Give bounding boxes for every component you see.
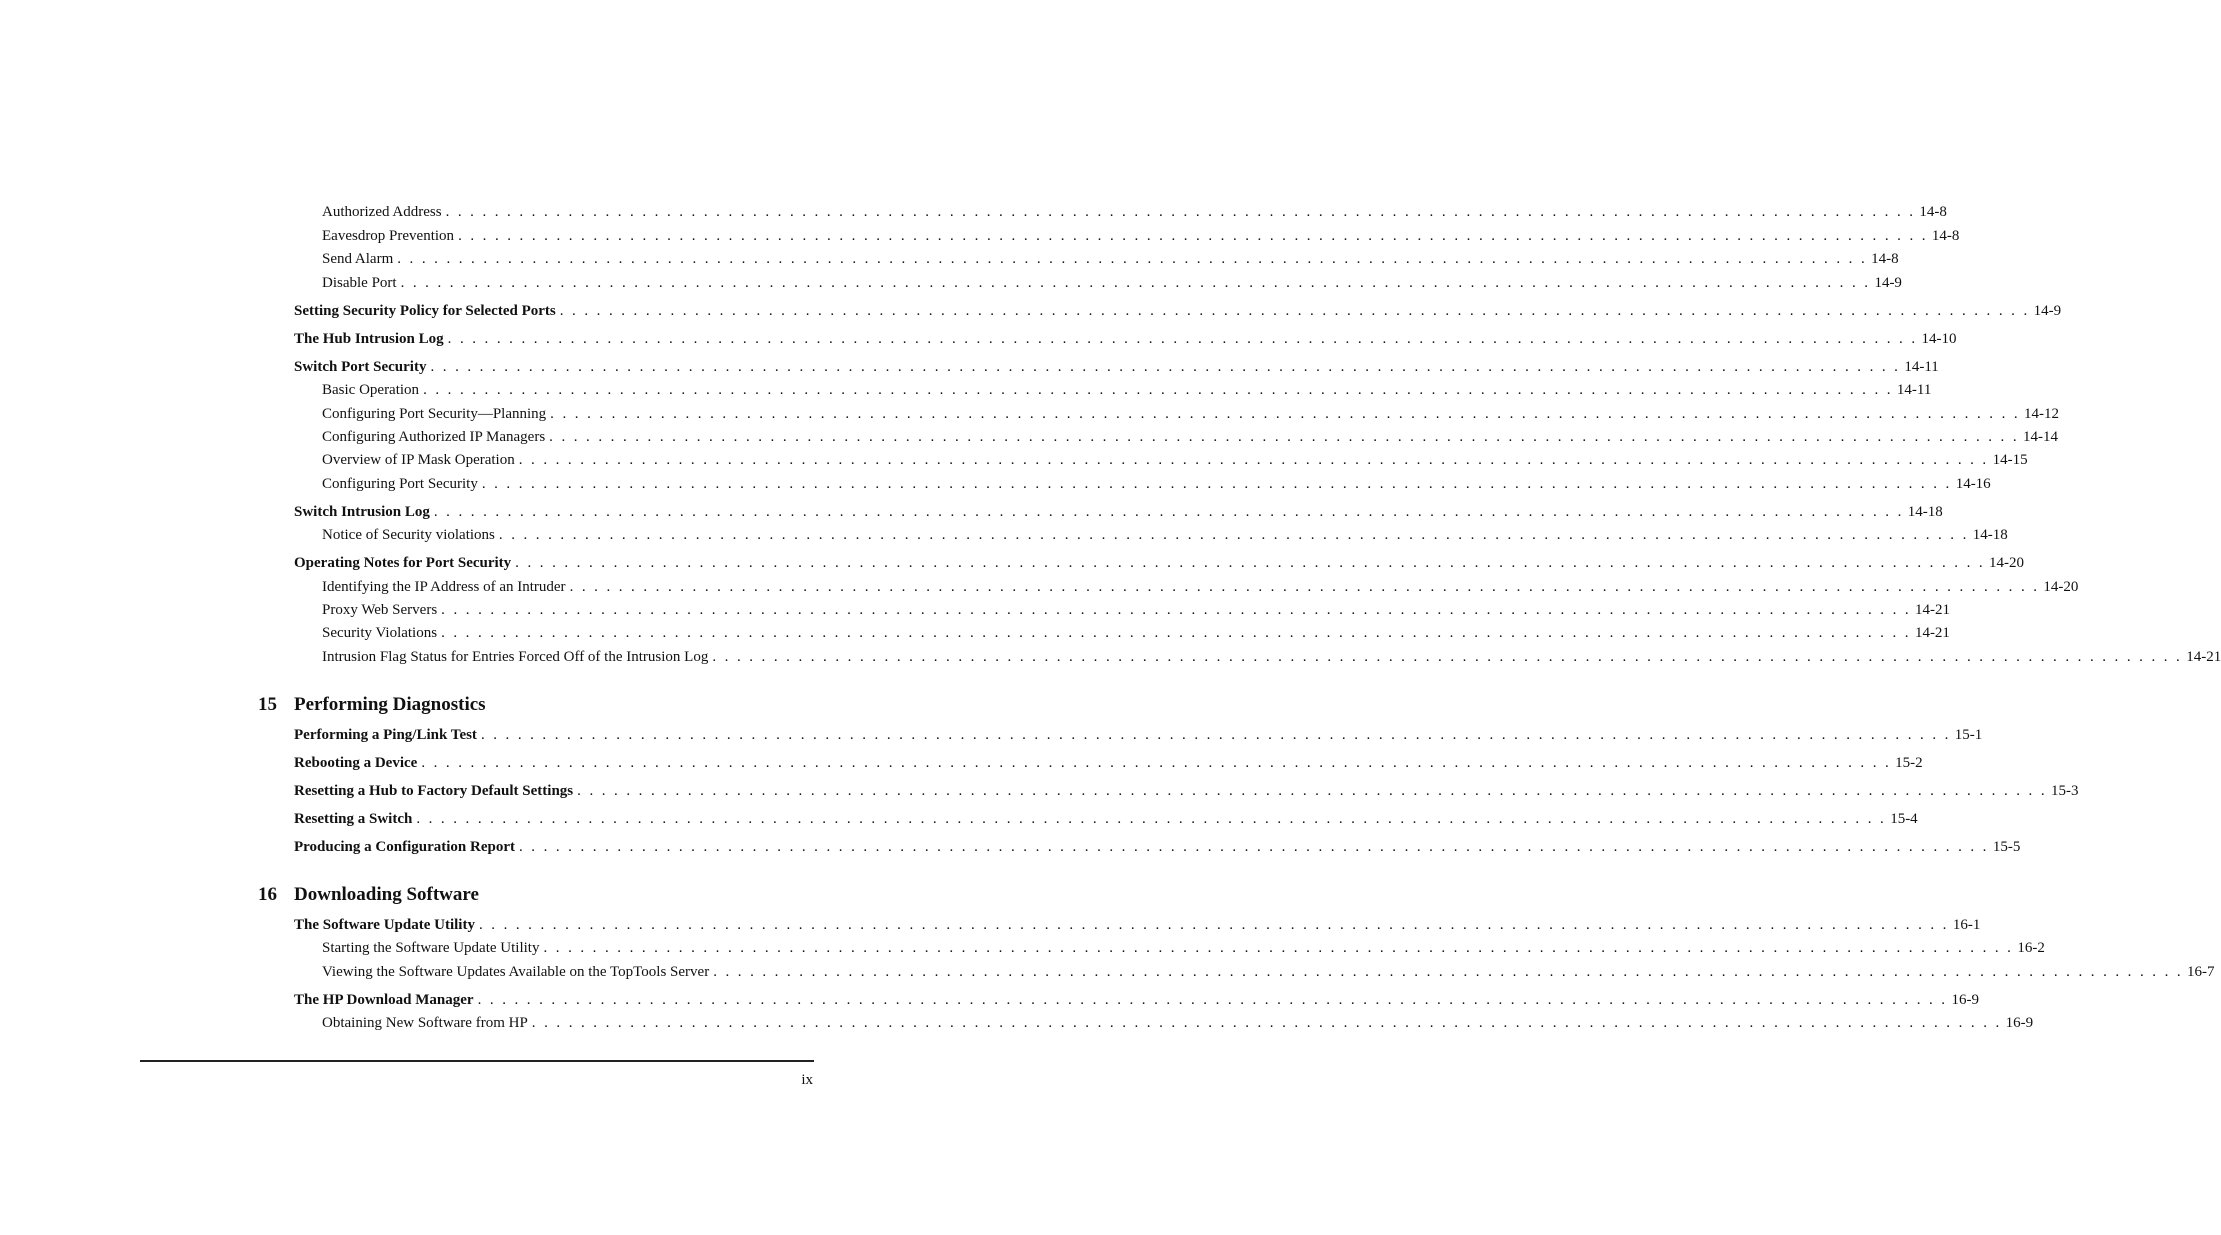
toc-entry-page: 16-9 bbox=[2005, 1015, 2034, 1031]
dot-leader: . . . . . . . . . . . . . . . . . . . . . . . . . . . . . . . . . . . . . . . . . . . . . . . . . . . . . . . . . . . . . . . . . . . . . . . . . . . . . . . . . . . . . . . . . . . . . . . . . . . . . . . . . . . . . . . . . . . . . . . . bbox=[713, 964, 2184, 980]
toc-entry-page: 15-5 bbox=[1992, 839, 2021, 855]
dot-leader: . . . . . . . . . . . . . . . . . . . . . . . . . . . . . . . . . . . . . . . . . . . . . . . . . . . . . . . . . . . . . . . . . . . . . . . . . . . . . . . . . . . . . . . . . . . . . . . . . . . . . . . . . . . . . . . . . . . . . . . . bbox=[441, 602, 1912, 618]
toc-entry-label: Switch Port Security bbox=[294, 359, 427, 375]
chapter-number: 16 bbox=[258, 884, 277, 905]
toc-entry-page: 14-16 bbox=[1955, 476, 1991, 492]
toc-entry-label: Viewing the Software Updates Available on the TopTools Server bbox=[322, 964, 710, 980]
toc-section-entry[interactable] bbox=[294, 330, 1957, 348]
toc-subsection-entry[interactable] bbox=[322, 428, 2059, 446]
chapter-number: 15 bbox=[258, 694, 277, 715]
dot-leader: . . . . . . . . . . . . . . . . . . . . . . . . . . . . . . . . . . . . . . . . . . . . . . . . . . . . . . . . . . . . . . . . . . . . . . . . . . . . . . . . . . . . . . . . . . . . . . . . . . . . . . . . . . . . . . . . . . . . . . . . bbox=[518, 839, 1989, 855]
dot-leader: . . . . . . . . . . . . . . . . . . . . . . . . . . . . . . . . . . . . . . . . . . . . . . . . . . . . . . . . . . . . . . . . . . . . . . . . . . . . . . . . . . . . . . . . . . . . . . . . . . . . . . . . . . . . . . . . . . . . . . . . bbox=[498, 527, 1969, 543]
toc-entry-page: 14-9 bbox=[1874, 275, 1902, 291]
toc-entry-label: Obtaining New Software from HP bbox=[322, 1015, 528, 1031]
toc-section-entry[interactable] bbox=[294, 991, 1979, 1009]
toc-subsection-entry[interactable] bbox=[322, 381, 1932, 399]
toc-subsection-entry[interactable] bbox=[322, 405, 2060, 423]
toc-entry-label: Configuring Port Security bbox=[322, 476, 478, 492]
toc-entry-label: Configuring Authorized IP Managers bbox=[322, 429, 546, 445]
toc-subsection-entry[interactable] bbox=[322, 274, 1902, 292]
toc-subsection-entry[interactable] bbox=[322, 475, 1991, 493]
dot-leader: . . . . . . . . . . . . . . . . . . . . . . . . . . . . . . . . . . . . . . . . . . . . . . . . . . . . . . . . . . . . . . . . . . . . . . . . . . . . . . . . . . . . . . . . . . . . . . . . . . . . . . . . . . . . . . . . . . . . . . . . bbox=[515, 555, 1986, 571]
toc-section-entry[interactable] bbox=[294, 810, 1918, 828]
toc-entry-page: 14-11 bbox=[1896, 382, 1932, 398]
dot-leader: . . . . . . . . . . . . . . . . . . . . . . . . . . . . . . . . . . . . . . . . . . . . . . . . . . . . . . . . . . . . . . . . . . . . . . . . . . . . . . . . . . . . . . . . . . . . . . . . . . . . . . . . . . . . . . . . . . . . . . . . bbox=[481, 476, 1952, 492]
dot-leader: . . . . . . . . . . . . . . . . . . . . . . . . . . . . . . . . . . . . . . . . . . . . . . . . . . . . . . . . . . . . . . . . . . . . . . . . . . . . . . . . . . . . . . . . . . . . . . . . . . . . . . . . . . . . . . . . . . . . . . . . bbox=[480, 727, 1951, 743]
toc-entry-label: Rebooting a Device bbox=[294, 755, 418, 771]
dot-leader: . . . . . . . . . . . . . . . . . . . . . . . . . . . . . . . . . . . . . . . . . . . . . . . . . . . . . . . . . . . . . . . . . . . . . . . . . . . . . . . . . . . . . . . . . . . . . . . . . . . . . . . . . . . . . . . . . . . . . . . . bbox=[441, 625, 1911, 641]
toc-entry-label: Resetting a Hub to Factory Default Settings bbox=[294, 783, 574, 799]
dot-leader: . . . . . . . . . . . . . . . . . . . . . . . . . . . . . . . . . . . . . . . . . . . . . . . . . . . . . . . . . . . . . . . . . . . . . . . . . . . . . . . . . . . . . . . . . . . . . . . . . . . . . . . . . . . . . . . . . . . . . . . . bbox=[445, 204, 1916, 220]
dot-leader: . . . . . . . . . . . . . . . . . . . . . . . . . . . . . . . . . . . . . . . . . . . . . . . . . . . . . . . . . . . . . . . . . . . . . . . . . . . . . . . . . . . . . . . . . . . . . . . . . . . . . . . . . . . . . . . . . . . . . . . . bbox=[569, 579, 2040, 595]
dot-leader: . . . . . . . . . . . . . . . . . . . . . . . . . . . . . . . . . . . . . . . . . . . . . . . . . . . . . . . . . . . . . . . . . . . . . . . . . . . . . . . . . . . . . . . . . . . . . . . . . . . . . . . . . . . . . . . . . . . . . . . . bbox=[458, 228, 1928, 244]
chapter-title: Performing Diagnostics bbox=[294, 694, 486, 715]
dot-leader: . . . . . . . . . . . . . . . . . . . . . . . . . . . . . . . . . . . . . . . . . . . . . . . . . . . . . . . . . . . . . . . . . . . . . . . . . . . . . . . . . . . . . . . . . . . . . . . . . . . . . . . . . . . . . . . . . . . . . . . . bbox=[423, 382, 1893, 398]
toc-entry-page: 14-21 bbox=[1915, 602, 1951, 618]
toc-entry-label: Switch Intrusion Log bbox=[294, 504, 430, 520]
toc-subsection-entry[interactable] bbox=[322, 601, 1951, 619]
dot-leader: . . . . . . . . . . . . . . . . . . . . . . . . . . . . . . . . . . . . . . . . . . . . . . . . . . . . . . . . . . . . . . . . . . . . . . . . . . . . . . . . . . . . . . . . . . . . . . . . . . . . . . . . . . . . . . . . . . . . . . . . bbox=[577, 783, 2047, 799]
toc-subsection-entry[interactable] bbox=[322, 203, 1947, 221]
toc-subsection-entry[interactable] bbox=[322, 939, 2045, 957]
toc-entry-page: 14-20 bbox=[2043, 579, 2079, 595]
toc-section-entry[interactable] bbox=[294, 916, 1981, 934]
toc-entry-page: 16-1 bbox=[1952, 917, 1981, 933]
dot-leader: . . . . . . . . . . . . . . . . . . . . . . . . . . . . . . . . . . . . . . . . . . . . . . . . . . . . . . . . . . . . . . . . . . . . . . . . . . . . . . . . . . . . . . . . . . . . . . . . . . . . . . . . . . . . . . . . . . . . . . . . bbox=[518, 452, 1989, 468]
dot-leader: . . . . . . . . . . . . . . . . . . . . . . . . . . . . . . . . . . . . . . . . . . . . . . . . . . . . . . . . . . . . . . . . . . . . . . . . . . . . . . . . . . . . . . . . . . . . . . . . . . . . . . . . . . . . . . . . . . . . . . . . bbox=[559, 303, 2030, 319]
toc-entry-label: The HP Download Manager bbox=[294, 992, 474, 1008]
toc-entry-label: Resetting a Switch bbox=[294, 811, 413, 827]
dot-leader: . . . . . . . . . . . . . . . . . . . . . . . . . . . . . . . . . . . . . . . . . . . . . . . . . . . . . . . . . . . . . . . . . . . . . . . . . . . . . . . . . . . . . . . . . . . . . . . . . . . . . . . . . . . . . . . . . . . . . . . . bbox=[421, 755, 1892, 771]
toc-section-entry[interactable] bbox=[294, 726, 1983, 744]
toc-entry-label: Operating Notes for Port Security bbox=[294, 555, 512, 571]
toc-entry-page: 14-21 bbox=[2186, 649, 2221, 665]
dot-leader: . . . . . . . . . . . . . . . . . . . . . . . . . . . . . . . . . . . . . . . . . . . . . . . . . . . . . . . . . . . . . . . . . . . . . . . . . . . . . . . . . . . . . . . . . . . . . . . . . . . . . . . . . . . . . . . . . . . . . . . . bbox=[433, 504, 1904, 520]
toc-entry-label: Performing a Ping/Link Test bbox=[294, 727, 477, 743]
dot-leader: . . . . . . . . . . . . . . . . . . . . . . . . . . . . . . . . . . . . . . . . . . . . . . . . . . . . . . . . . . . . . . . . . . . . . . . . . . . . . . . . . . . . . . . . . . . . . . . . . . . . . . . . . . . . . . . . . . . . . . . . bbox=[400, 275, 1871, 291]
toc-entry-page: 16-2 bbox=[2017, 940, 2045, 956]
toc-entry-label: Starting the Software Update Utility bbox=[322, 940, 540, 956]
toc-entry-label: Proxy Web Servers bbox=[322, 602, 438, 618]
dot-leader: . . . . . . . . . . . . . . . . . . . . . . . . . . . . . . . . . . . . . . . . . . . . . . . . . . . . . . . . . . . . . . . . . . . . . . . . . . . . . . . . . . . . . . . . . . . . . . . . . . . . . . . . . . . . . . . . . . . . . . . . bbox=[397, 251, 1868, 267]
toc-section-entry[interactable] bbox=[294, 838, 2021, 856]
dot-leader: . . . . . . . . . . . . . . . . . . . . . . . . . . . . . . . . . . . . . . . . . . . . . . . . . . . . . . . . . . . . . . . . . . . . . . . . . . . . . . . . . . . . . . . . . . . . . . . . . . . . . . . . . . . . . . . . . . . . . . . . bbox=[416, 811, 1887, 827]
dot-leader: . . . . . . . . . . . . . . . . . . . . . . . . . . . . . . . . . . . . . . . . . . . . . . . . . . . . . . . . . . . . . . . . . . . . . . . . . . . . . . . . . . . . . . . . . . . . . . . . . . . . . . . . . . . . . . . . . . . . . . . . bbox=[549, 429, 2020, 445]
dot-leader: . . . . . . . . . . . . . . . . . . . . . . . . . . . . . . . . . . . . . . . . . . . . . . . . . . . . . . . . . . . . . . . . . . . . . . . . . . . . . . . . . . . . . . . . . . . . . . . . . . . . . . . . . . . . . . . . . . . . . . . . bbox=[478, 917, 1949, 933]
toc-entry-label: Intrusion Flag Status for Entries Forced Off of the Intrusion Log bbox=[322, 649, 709, 665]
dot-leader: . . . . . . . . . . . . . . . . . . . . . . . . . . . . . . . . . . . . . . . . . . . . . . . . . . . . . . . . . . . . . . . . . . . . . . . . . . . . . . . . . . . . . . . . . . . . . . . . . . . . . . . . . . . . . . . . . . . . . . . . bbox=[550, 406, 2021, 422]
toc-section-entry[interactable] bbox=[294, 782, 2079, 800]
toc-subsection-entry[interactable] bbox=[322, 963, 2215, 981]
toc-entry-label: Disable Port bbox=[322, 275, 397, 291]
toc-entry-label: Setting Security Policy for Selected Ports bbox=[294, 303, 556, 319]
toc-entry-page: 16-9 bbox=[1951, 992, 1979, 1008]
chapter-heading[interactable] bbox=[258, 694, 486, 716]
toc-section-entry[interactable] bbox=[294, 754, 1923, 772]
toc-entry-label: The Hub Intrusion Log bbox=[294, 331, 444, 347]
dot-leader: . . . . . . . . . . . . . . . . . . . . . . . . . . . . . . . . . . . . . . . . . . . . . . . . . . . . . . . . . . . . . . . . . . . . . . . . . . . . . . . . . . . . . . . . . . . . . . . . . . . . . . . . . . . . . . . . . . . . . . . . bbox=[712, 649, 2183, 665]
toc-entry-page: 14-20 bbox=[1989, 555, 2025, 571]
toc-entry-page: 15-1 bbox=[1954, 727, 1983, 743]
toc-subsection-entry[interactable] bbox=[322, 648, 2221, 666]
toc-entry-label: Eavesdrop Prevention bbox=[322, 228, 455, 244]
toc-section-entry[interactable] bbox=[294, 554, 2025, 572]
page-number: ix bbox=[801, 1072, 813, 1088]
toc-entry-page: 15-4 bbox=[1890, 811, 1918, 827]
toc-entry-page: 14-9 bbox=[2033, 303, 2062, 319]
toc-subsection-entry[interactable] bbox=[322, 1014, 2034, 1032]
toc-entry-label: The Software Update Utility bbox=[294, 917, 475, 933]
dot-leader: . . . . . . . . . . . . . . . . . . . . . . . . . . . . . . . . . . . . . . . . . . . . . . . . . . . . . . . . . . . . . . . . . . . . . . . . . . . . . . . . . . . . . . . . . . . . . . . . . . . . . . . . . . . . . . . . . . . . . . . . bbox=[543, 940, 2014, 956]
dot-leader: . . . . . . . . . . . . . . . . . . . . . . . . . . . . . . . . . . . . . . . . . . . . . . . . . . . . . . . . . . . . . . . . . . . . . . . . . . . . . . . . . . . . . . . . . . . . . . . . . . . . . . . . . . . . . . . . . . . . . . . . bbox=[477, 992, 1948, 1008]
footer-rule bbox=[140, 1060, 814, 1062]
toc-entry-label: Authorized Address bbox=[322, 204, 442, 220]
toc-entry-label: Send Alarm bbox=[322, 251, 394, 267]
toc-entry-page: 14-14 bbox=[2023, 429, 2059, 445]
toc-entry-page: 14-8 bbox=[1931, 228, 1960, 244]
toc-entry-page: 15-3 bbox=[2051, 783, 2079, 799]
toc-entry-label: Configuring Port Security—Planning bbox=[322, 406, 547, 422]
toc-entry-label: Security Violations bbox=[322, 625, 438, 641]
toc-entry-label: Overview of IP Mask Operation bbox=[322, 452, 515, 468]
toc-section-entry[interactable] bbox=[294, 358, 1939, 376]
toc-entry-page: 14-18 bbox=[1972, 527, 2008, 543]
dot-leader: . . . . . . . . . . . . . . . . . . . . . . . . . . . . . . . . . . . . . . . . . . . . . . . . . . . . . . . . . . . . . . . . . . . . . . . . . . . . . . . . . . . . . . . . . . . . . . . . . . . . . . . . . . . . . . . . . . . . . . . . bbox=[531, 1015, 2002, 1031]
toc-entry-page: 14-12 bbox=[2024, 406, 2060, 422]
toc-subsection-entry[interactable] bbox=[322, 451, 2028, 469]
toc-entry-page: 14-15 bbox=[1992, 452, 2028, 468]
toc-entry-label: Basic Operation bbox=[322, 382, 420, 398]
toc-entry-page: 14-8 bbox=[1919, 204, 1947, 220]
toc-subsection-entry[interactable] bbox=[322, 250, 1899, 268]
toc-section-entry[interactable] bbox=[294, 302, 2062, 320]
toc-entry-label: Identifying the IP Address of an Intruder bbox=[322, 579, 566, 595]
toc-entry-label: Producing a Configuration Report bbox=[294, 839, 515, 855]
toc-subsection-entry[interactable] bbox=[322, 526, 2008, 544]
dot-leader: . . . . . . . . . . . . . . . . . . . . . . . . . . . . . . . . . . . . . . . . . . . . . . . . . . . . . . . . . . . . . . . . . . . . . . . . . . . . . . . . . . . . . . . . . . . . . . . . . . . . . . . . . . . . . . . . . . . . . . . . bbox=[430, 359, 1901, 375]
toc-entry-page: 14-11 bbox=[1904, 359, 1939, 375]
toc-entry-page: 14-10 bbox=[1921, 331, 1957, 347]
toc-entry-page: 15-2 bbox=[1895, 755, 1923, 771]
toc-entry-page: 14-8 bbox=[1871, 251, 1899, 267]
toc-entry-page: 14-18 bbox=[1907, 504, 1943, 520]
chapter-heading[interactable] bbox=[258, 884, 479, 906]
toc-entry-page: 16-7 bbox=[2187, 964, 2215, 980]
toc-subsection-entry[interactable] bbox=[322, 578, 2079, 596]
toc-entry-label: Notice of Security violations bbox=[322, 527, 495, 543]
toc-subsection-entry[interactable] bbox=[322, 624, 1950, 642]
toc-subsection-entry[interactable] bbox=[322, 227, 1960, 245]
toc-section-entry[interactable] bbox=[294, 503, 1943, 521]
toc-entry-page: 14-21 bbox=[1914, 625, 1950, 641]
chapter-title: Downloading Software bbox=[294, 884, 479, 905]
dot-leader: . . . . . . . . . . . . . . . . . . . . . . . . . . . . . . . . . . . . . . . . . . . . . . . . . . . . . . . . . . . . . . . . . . . . . . . . . . . . . . . . . . . . . . . . . . . . . . . . . . . . . . . . . . . . . . . . . . . . . . . . bbox=[447, 331, 1918, 347]
